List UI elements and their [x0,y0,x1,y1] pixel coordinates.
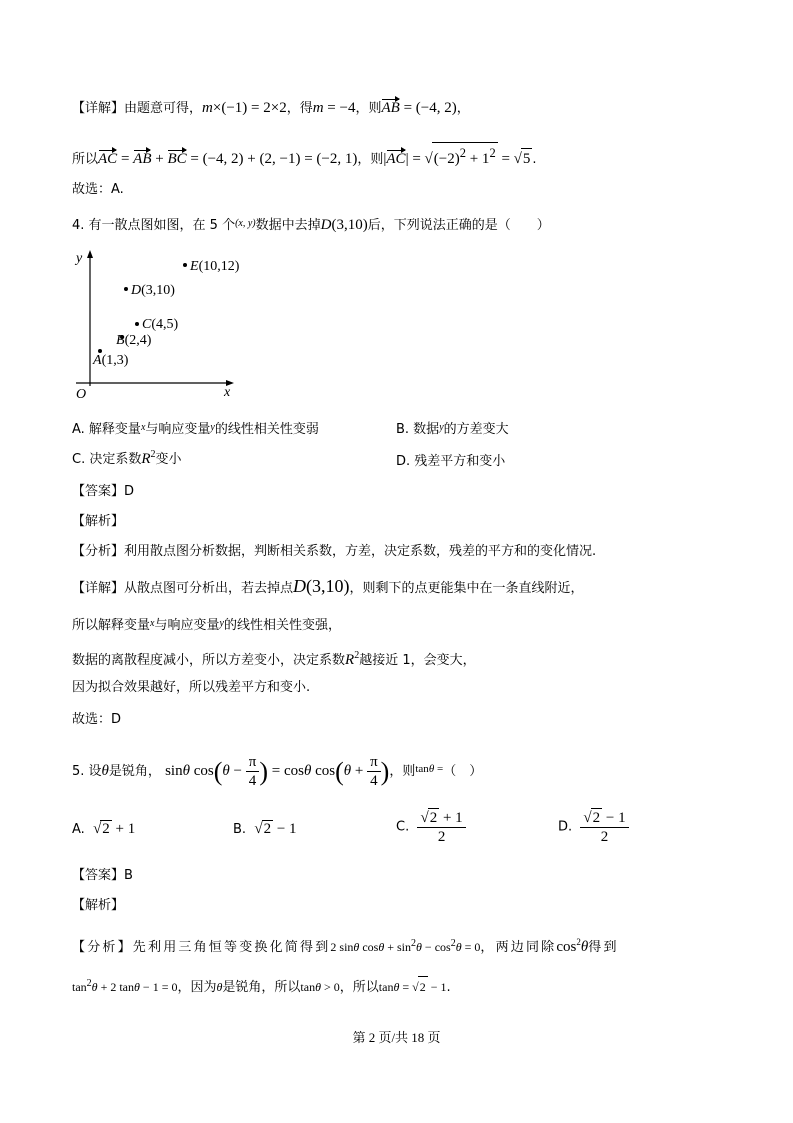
option-b-pre: B. 数据 [396,422,440,437]
point-label-a: A(1,3) [93,353,129,368]
math-ac-norm: $|AC| = √(-2)^2 + 1^2 = √5$ [383,151,532,167]
point-label-d: D(3,10) [131,283,175,298]
text-de: ，得 [286,101,313,116]
q4-xiangjie [72,576,584,599]
math-r2: $R^2$ [345,650,360,668]
detail-line-1: 【详解】由题意可得，m×(−1) = 2×2，得m = −4，则AB = (−4, 2)， [72,100,470,116]
math-tan-pos: tanθ > 0 [300,980,340,994]
math-point-d: D(3,10) [293,576,350,596]
text-suoyi: 所以 [72,152,99,167]
option-a-label: A. [72,822,85,837]
fenxi2-mid3: ，所以 [339,980,379,995]
q4-s1 [72,614,341,636]
q4-s3: 因为拟合效果越好，所以残差平方和变小. [72,680,311,695]
q5-mid: 是锐角， [108,764,161,779]
math-theta: θ [101,763,109,779]
math-tan-val: tanθ = √2 − 1 [379,980,447,994]
s1-mid: 与响应变量 [154,618,220,633]
math-m-eq: m×(−1) = 2×2 [202,100,287,116]
fenxi2-mid2: 是锐角，所以 [222,980,301,995]
point-label-e: E(10,12) [190,259,240,274]
q5-option-d [558,808,629,846]
s2-end: 越接近 1，会变大， [359,653,476,668]
scatter-points [92,259,240,368]
xiangjie-post: ，则剩下的点更能集中在一条直线附近， [349,581,584,596]
math-ac-sum: AC = AB + BC = (−4, 2) + (2, −1) = (−2, 1) [98,151,358,167]
scatter-plot [70,248,240,400]
point-label-b: B(2,4) [116,333,152,348]
fenxi2-mid: ，因为 [177,980,217,995]
math-x: x [150,618,155,629]
q4-fenxi: 【分析】利用散点图分析数据，判断相关系数，方差，决定系数，残差的平方和的变化情况. [72,544,597,559]
y-axis-arrow [87,250,93,258]
q5-answer: 【答案】B [72,868,133,883]
math-d: $\frac{√2 - 1}{2}$ [580,808,628,846]
origin-label: O [76,387,87,400]
fenxi1-end: 得到 [588,940,619,955]
q4-mid: 数据中去掉 [255,218,321,233]
math-identity: 2 sinθ $\cos\theta + \sin^2\theta - \cos^2\theta = 0$ [330,938,481,954]
point-label-c: C(4,5) [142,317,179,332]
q4-option-c [72,448,182,468]
answer-line-q3: 故选：A. [72,182,124,197]
option-a-end: 的线性相关性变弱 [214,422,319,437]
q4-s2 [72,646,476,671]
math-tan: tanθ = [415,763,444,775]
fenxi1-mid: ，两边同除 [480,940,557,955]
q5-fenxi-1 [72,932,619,958]
math-y: y [439,422,444,433]
q4-jiexi: 【解析】 [72,514,125,529]
option-c-label: C. [396,819,410,835]
math-c: $\frac{√2 + 1}{2}$ [417,808,465,846]
math-point-d: D(3,10) [320,217,368,233]
option-a-pre: A. 解释变量 [72,422,141,437]
q4-text: 4. 有一散点图如图，在 5 个 [72,218,236,233]
option-b-label: B. [233,822,247,837]
option-d-label: D. [558,819,573,835]
x-axis-label: x [224,385,231,400]
s1-pre: 所以解释变量 [72,618,151,633]
math-m-val: m = −4 [312,100,356,116]
q4-option-a [72,418,319,437]
question-5 [72,752,482,790]
math-y: y [210,422,215,433]
page-footer: 第 2 页/共 18 页 [352,1030,441,1045]
math-theta: θ [216,980,223,994]
math-equation: sinθ cos(θ − $\frac{\pi}{4}$ ) = cosθ cos(θ + $\frac{\pi}{4}$ ) [165,754,390,790]
fenxi1-pre: 【分析】先利用三角恒等变换化简得到 [72,940,331,955]
q5-option-c [396,808,466,846]
detail-label: 【详解】由题意可得， [72,101,203,116]
point-e [183,263,187,267]
q4-answer: 【答案】D [72,484,135,499]
point-d [124,287,128,291]
math-b: √2 − 1 [254,821,297,837]
q5-then: ，则 [389,764,416,779]
text-ze: ，则 [357,152,384,167]
s2-pre: 数据的离散程度减小，所以方差变小，决定系数 [72,653,346,668]
point-c [135,322,139,326]
detail-line-2: 所以AC = AB + BC = (−4, 2) + (2, −1) = (−2, 1)，则$|AC| = √(-2)^2 + 1^2 = √5$ . [72,142,537,170]
math-r2: $R^2$ [141,449,156,467]
option-b-end: 的方差变大 [443,422,509,437]
q4-xuan: 故选：D [72,712,122,727]
math-cos2: $\cos^2\theta$ [556,937,589,955]
math-x: x [140,422,146,433]
option-a-mid: 与响应变量 [145,422,211,437]
option-c-end: 变小 [155,452,182,467]
s1-end: 的线性相关性变强， [223,618,341,633]
xiangjie-pre: 【详解】从散点图可分析出，若去掉点 [72,581,294,596]
math-y: y [219,618,224,629]
q5-option-b [233,820,297,838]
q5-blank: （ ） [443,764,483,779]
q5-option-a [72,820,135,838]
q4-end: 后，下列说法正确的是（ ） [367,218,550,233]
question-4 [72,214,550,236]
y-axis-label: y [76,251,83,266]
math-tan-eq: $\tan^2\theta + 2$ tanθ − 1 = 0 [72,978,178,994]
option-c-pre: C. 决定系数 [72,452,142,467]
q5-jiexi: 【解析】 [72,898,125,913]
text-ze: ，则 [355,101,382,116]
math-a: √2 + 1 [93,821,136,837]
math-ab: AB = (−4, 2) [381,100,457,116]
q5-pre: 5. 设 [72,764,102,779]
q4-option-b [396,418,509,437]
q5-fenxi-2: $\tan^2\theta + 2$ tanθ − 1 = 0，因为θ是锐角，所以tanθ > 0，所以tanθ = √2 − 1. [72,978,451,995]
q4-option-d: D. 残差平方和变小 [396,454,506,469]
math-xy: (x, y) [235,218,256,229]
